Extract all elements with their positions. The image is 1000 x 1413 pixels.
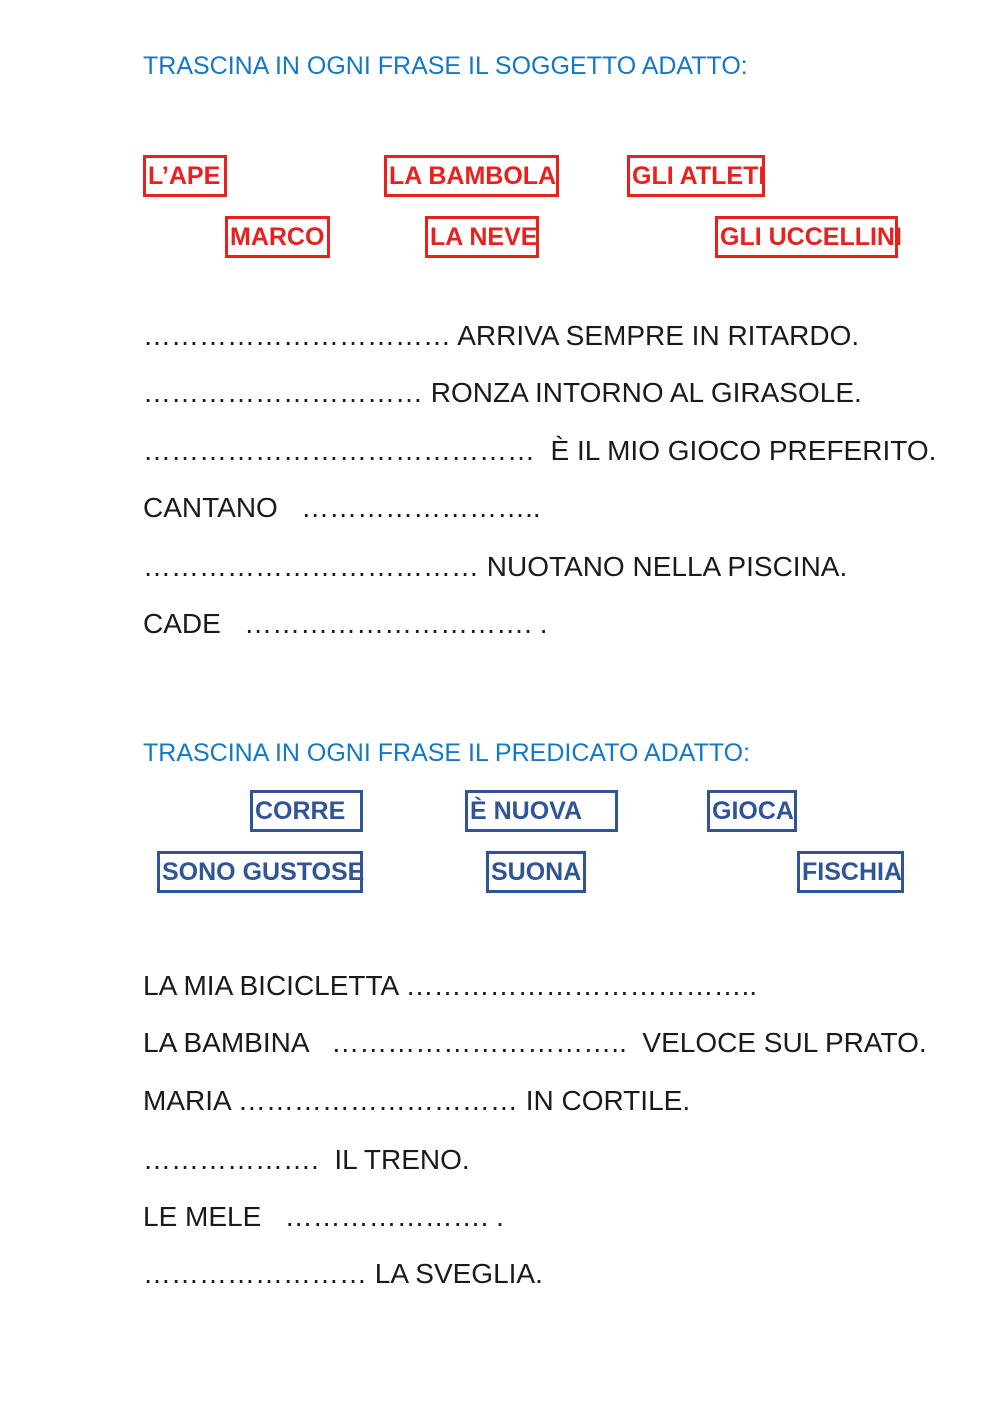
predicate-tile-fischia[interactable]: FISCHIA (797, 851, 904, 893)
subject-sentence-5: ……………………………… NUOTANO NELLA PISCINA. (143, 551, 848, 582)
subject-heading: TRASCINA IN OGNI FRASE IL SOGGETTO ADATTO: (143, 52, 748, 80)
predicate-sentence-2: LA BAMBINA ………………………….. VELOCE SUL PRATO. (143, 1027, 927, 1058)
predicate-sentence-4: ………………. IL TRENO. (143, 1144, 470, 1175)
subject-sentence-3: …………………………………… È IL MIO GIOCO PREFERITO. (143, 435, 937, 466)
predicate-sentence-5: LE MELE …………………. . (143, 1201, 504, 1232)
predicate-tile-corre[interactable]: CORRE (250, 790, 363, 832)
subject-sentence-4: CANTANO …………………….. (143, 492, 541, 523)
subject-tile-atleti[interactable]: GLI ATLETI (627, 155, 765, 197)
subject-sentence-6: CADE …………………………. . (143, 608, 548, 639)
predicate-tile-gustose[interactable]: SONO GUSTOSE (157, 851, 363, 893)
subject-tile-bambola[interactable]: LA BAMBOLA (384, 155, 559, 197)
subject-sentence-1: …………………………… ARRIVA SEMPRE IN RITARDO. (143, 320, 860, 351)
subject-tile-ape[interactable]: L’APE (143, 155, 227, 197)
predicate-tile-nuova[interactable]: È NUOVA (465, 790, 618, 832)
subject-sentence-2: ………………………… RONZA INTORNO AL GIRASOLE. (143, 377, 862, 408)
predicate-sentence-3: MARIA ………………………… IN CORTILE. (143, 1085, 691, 1116)
subject-tile-marco[interactable]: MARCO (225, 216, 330, 258)
subject-tile-neve[interactable]: LA NEVE (425, 216, 539, 258)
predicate-tile-gioca[interactable]: GIOCA (707, 790, 797, 832)
predicate-tile-suona[interactable]: SUONA (486, 851, 586, 893)
subject-tile-uccellini[interactable]: GLI UCCELLINI (715, 216, 898, 258)
predicate-sentence-1: LA MIA BICICLETTA ……………………………….. (143, 970, 758, 1001)
predicate-sentence-6: …………………… LA SVEGLIA. (143, 1258, 543, 1289)
predicate-heading: TRASCINA IN OGNI FRASE IL PREDICATO ADATTO: (143, 739, 751, 767)
